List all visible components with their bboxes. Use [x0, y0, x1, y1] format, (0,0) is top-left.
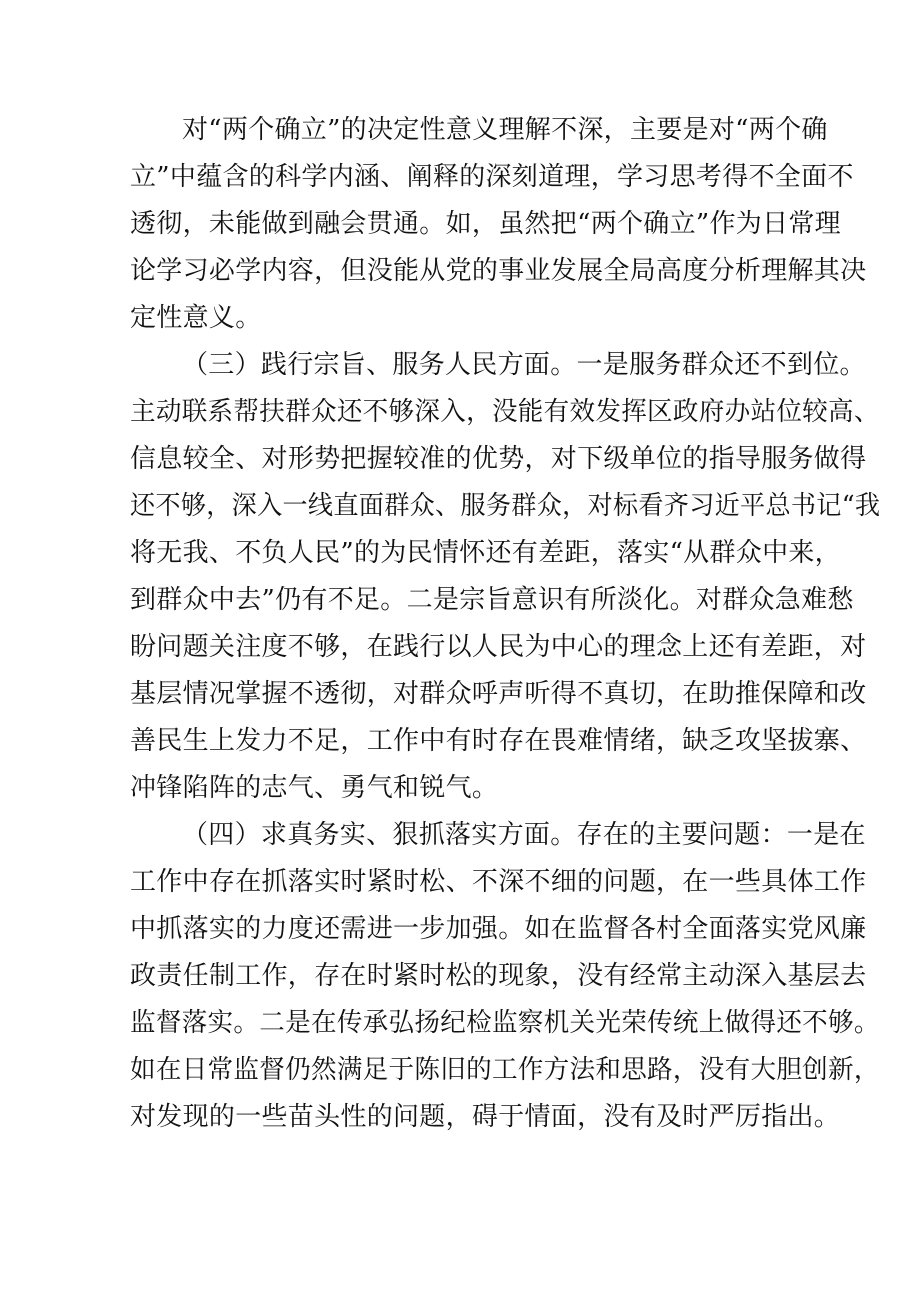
paragraph-2-line-10: 冲锋陷阵的志气、勇气和锐气。: [130, 773, 499, 803]
paragraph-3-line-3: 中抓落实的力度还需进一步加强。如在监督各村全面落实党风廉: [130, 914, 867, 944]
paragraph-2-line-8: 基层情况掌握不透彻，对群众呼声听得不真切，在助推保障和改: [130, 679, 867, 709]
paragraph-1-line-2: 立”中蕴含的科学内涵、阐释的深刻道理，学习思考得不全面不: [130, 162, 854, 192]
paragraph-3-line-2: 工作中存在抓落实时紧时松、不深不细的问题，在一些具体工作: [130, 867, 867, 897]
paragraph-3-line-5: 监督落实。二是在传承弘扬纪检监察机关光荣传统上做得还不够。: [130, 1008, 880, 1038]
paragraph-2-line-7: 盼问题关注度不够，在践行以人民为中心的理念上还有差距，对: [130, 632, 867, 662]
paragraph-3-line-6: 如在日常监督仍然满足于陈旧的工作方法和思路，没有大胆创新，: [130, 1055, 880, 1085]
paragraph-1-line-4: 论学习必学内容，但没能从党的事业发展全局高度分析理解其决: [130, 256, 867, 286]
paragraph-1-line-1: 对“两个确立”的决定性意义理解不深，主要是对“两个确: [182, 115, 828, 145]
paragraph-2-line-6: 到群众中去”仍有不足。二是宗旨意识有所淡化。对群众急难愁: [130, 585, 854, 615]
paragraph-2-line-2: 主动联系帮扶群众还不够深入，没能有效发挥区政府办站位较高、: [130, 397, 880, 427]
paragraph-2-line-1: （三）践行宗旨、服务人民方面。一是服务群众还不到位。: [182, 350, 866, 380]
paragraph-2-line-5: 将无我、不负人民”的为民情怀还有差距，落实“从群众中来，: [130, 538, 841, 568]
paragraph-3-line-1: （四）求真务实、狠抓落实方面。存在的主要问题：一是在: [182, 820, 866, 850]
paragraph-2-line-3: 信息较全、对形势把握较准的优势，对下级单位的指导服务做得: [130, 444, 867, 474]
paragraph-3-line-4: 政责任制工作，存在时紧时松的现象，没有经常主动深入基层去: [130, 961, 867, 991]
paragraph-1-line-5: 定性意义。: [130, 303, 262, 333]
paragraph-2-line-9: 善民生上发力不足，工作中有时存在畏难情绪，缺乏攻坚拔寨、: [130, 726, 867, 756]
paragraph-2-line-4: 还不够，深入一线直面群众、服务群众，对标看齐习近平总书记“我: [130, 491, 881, 521]
paragraph-3-line-7: 对发现的一些苗头性的问题，碍于情面，没有及时严厉指出。: [130, 1102, 841, 1132]
paragraph-1-line-3: 透彻，未能做到融会贯通。如，虽然把“两个确立”作为日常理: [130, 209, 841, 239]
